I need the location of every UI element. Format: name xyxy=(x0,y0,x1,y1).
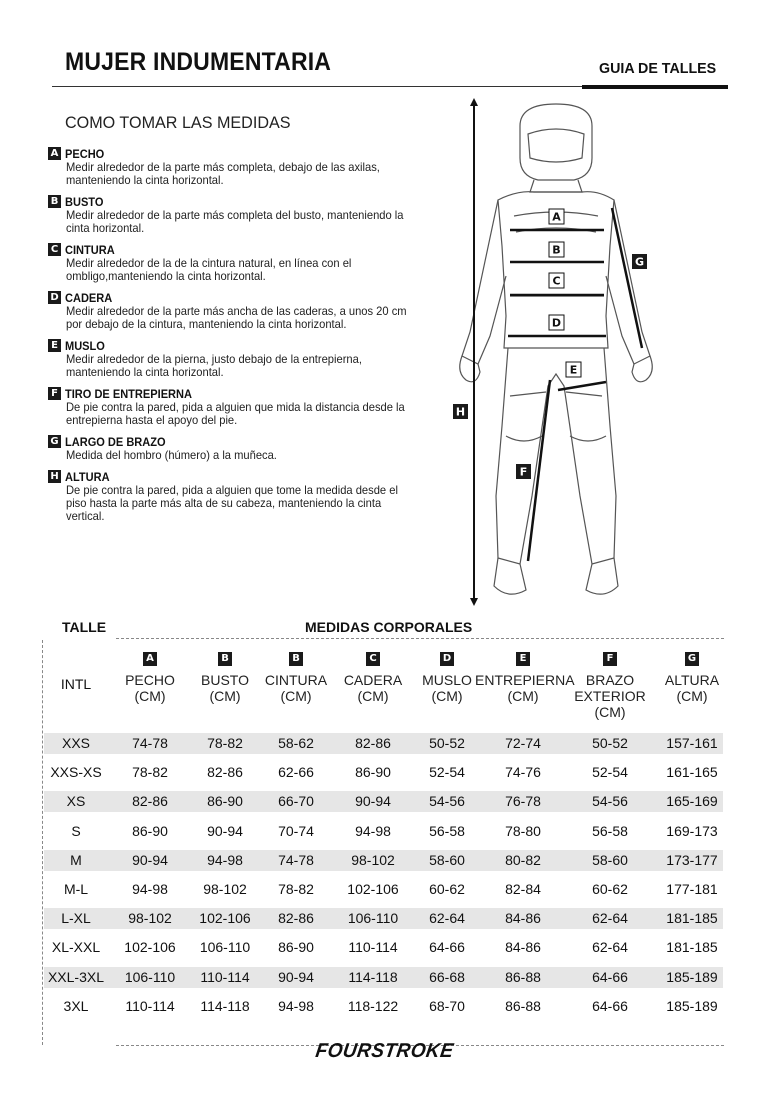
right-knee-seam xyxy=(566,392,602,396)
size-cell: L-XL xyxy=(61,910,91,926)
measure-cell: 64-66 xyxy=(592,969,628,985)
measure-cell: 185-189 xyxy=(666,969,718,985)
measure-cell: 157-161 xyxy=(666,735,718,751)
measure-cell: 84-86 xyxy=(505,910,541,926)
measure-cell: 98-102 xyxy=(351,852,395,868)
column-headers xyxy=(114,652,724,732)
line-f xyxy=(528,380,550,561)
measurement-heading xyxy=(48,194,448,209)
table-row xyxy=(44,908,723,929)
measure-cell: 86-90 xyxy=(207,793,243,809)
measure-cell: 90-94 xyxy=(355,793,391,809)
measurement-name: TIRO DE ENTREPIERNA xyxy=(65,386,192,401)
measure-cell: 62-64 xyxy=(429,910,465,926)
measurement-description-line: Medir alrededor de la pierna, justo debajo de la entrepierna, xyxy=(66,352,362,366)
measure-cell: 56-58 xyxy=(429,823,465,839)
helmet-visor xyxy=(528,129,584,162)
measurement-item xyxy=(48,469,448,523)
measure-cell: 64-66 xyxy=(429,939,465,955)
measure-cell: 90-94 xyxy=(132,852,168,868)
measurement-item xyxy=(48,434,448,462)
measure-cell: 86-88 xyxy=(505,969,541,985)
measure-cell: 118-122 xyxy=(347,998,399,1014)
measurement-heading xyxy=(48,146,448,161)
measure-cell: 50-52 xyxy=(592,735,628,751)
guide-label: GUIA DE TALLES xyxy=(599,60,717,77)
measurement-name: MUSLO xyxy=(65,338,105,353)
measure-cell: 169-173 xyxy=(666,823,718,839)
table-row xyxy=(44,850,723,871)
measure-cell: 82-86 xyxy=(278,910,314,926)
fig-label-b: B xyxy=(552,243,561,257)
column-header-line: (CM) xyxy=(357,688,389,704)
measure-cell: 74-76 xyxy=(505,764,541,780)
measurement-heading xyxy=(48,242,448,257)
measurement-letter-badge: G xyxy=(48,435,61,448)
left-knee-seam xyxy=(510,392,546,396)
measure-cell: 94-98 xyxy=(207,852,243,868)
measurement-description-line: Medir alrededor de la parte más completa del busto, manteniendo la xyxy=(66,208,404,222)
measurement-letter-badge: H xyxy=(48,470,61,483)
table-row xyxy=(44,967,723,988)
measurement-description-line: por debajo de la cintura, manteniendo la cinta horizontal. xyxy=(66,317,347,331)
measure-cell: 106-110 xyxy=(199,939,251,955)
measure-cell: 82-86 xyxy=(132,793,168,809)
measurement-description xyxy=(66,401,438,427)
table-row xyxy=(44,791,723,812)
measure-cell: 173-177 xyxy=(666,852,718,868)
measure-cell: 56-58 xyxy=(592,823,628,839)
measure-cell: 62-64 xyxy=(592,910,628,926)
column-header xyxy=(644,652,740,704)
table-row xyxy=(44,996,723,1017)
brand-logo: FOURSTROKE xyxy=(314,1040,455,1062)
line-e xyxy=(558,382,606,390)
measure-cell: 78-80 xyxy=(505,823,541,839)
measurement-name: ALTURA xyxy=(65,469,110,484)
measure-cell: 181-185 xyxy=(666,910,718,926)
column-header-line: CADERA xyxy=(343,672,403,688)
height-arrow-bottom xyxy=(470,598,478,606)
right-knee-pad xyxy=(570,436,606,441)
measure-cell: 66-68 xyxy=(429,969,465,985)
fig-label-f: F xyxy=(519,465,528,479)
fig-label-h: H xyxy=(455,405,466,419)
table-row xyxy=(44,733,723,754)
figure-svg xyxy=(448,96,658,611)
fig-label-c: C xyxy=(552,274,561,288)
measurement-description xyxy=(66,449,438,462)
measurement-description-line: entrepierna hasta el apoyo del pie. xyxy=(66,413,238,427)
fig-label-a: A xyxy=(552,210,561,224)
howto-title: COMO TOMAR LAS MEDIDAS xyxy=(65,113,291,132)
column-header-line: (CM) xyxy=(507,688,539,704)
measurement-description-line: Medir alrededor de la de la cintura natural, en línea con el xyxy=(66,256,352,270)
measurement-description xyxy=(66,161,438,187)
measure-cell: 66-70 xyxy=(278,793,314,809)
measure-cell: 185-189 xyxy=(666,998,718,1014)
measurement-item xyxy=(48,194,448,235)
measure-cell: 72-74 xyxy=(505,735,541,751)
measure-cell: 94-98 xyxy=(355,823,391,839)
medidas-heading: MEDIDAS CORPORALES xyxy=(305,619,473,635)
measurement-heading xyxy=(48,469,448,484)
line-g xyxy=(612,208,645,348)
size-cell: S xyxy=(71,823,81,839)
size-cell: XXS-XS xyxy=(50,764,102,780)
column-letter-badge: E xyxy=(516,652,530,666)
measure-cell: 50-52 xyxy=(429,735,465,751)
measurement-description-line: manteniendo la cinta horizontal. xyxy=(66,173,224,187)
measurement-letter-badge: D xyxy=(48,291,61,304)
measure-cell: 114-118 xyxy=(348,969,398,985)
measure-cell: 78-82 xyxy=(132,764,168,780)
right-boot xyxy=(586,558,618,594)
measure-cell: 82-86 xyxy=(355,735,391,751)
measure-cell: 98-102 xyxy=(203,881,247,897)
column-letter-badge: D xyxy=(440,652,454,666)
measure-cell: 62-66 xyxy=(278,764,314,780)
column-header-line: (CM) xyxy=(134,688,166,704)
measurement-name: BUSTO xyxy=(65,194,104,209)
measure-cell: 52-54 xyxy=(429,764,465,780)
measure-cell: 84-86 xyxy=(505,939,541,955)
column-letter-badge: B xyxy=(218,652,232,666)
measurement-name: CINTURA xyxy=(65,242,115,257)
measure-cell: 82-86 xyxy=(207,764,243,780)
size-cell: XS xyxy=(66,793,86,809)
measure-cell: 110-114 xyxy=(200,969,250,985)
column-header-line: CINTURA xyxy=(264,672,328,688)
column-header-line: ENTREPIERNA xyxy=(475,672,575,688)
column-header-line: ALTURA xyxy=(664,672,720,688)
measure-cell: 90-94 xyxy=(278,969,314,985)
measure-cell: 78-82 xyxy=(278,881,314,897)
measurement-list xyxy=(48,146,448,530)
measure-cell: 110-114 xyxy=(125,998,175,1014)
measurement-description-line: De pie contra la pared, pida a alguien que tome la medida desde el xyxy=(66,483,398,497)
measurement-name: PECHO xyxy=(65,146,105,161)
measure-cell: 102-106 xyxy=(347,881,399,897)
measure-cell: 70-74 xyxy=(278,823,314,839)
column-header-line: BUSTO xyxy=(201,672,249,688)
measure-cell: 68-70 xyxy=(429,998,465,1014)
measure-cell: 86-88 xyxy=(505,998,541,1014)
measurement-description-line: Medida del hombro (húmero) a la muñeca. xyxy=(66,448,277,462)
measurement-description-line: Medir alrededor de la parte más ancha de las caderas, a unos 20 cm xyxy=(66,304,407,318)
left-boot xyxy=(494,558,526,594)
column-header-line: PECHO xyxy=(125,672,175,688)
measure-cell: 52-54 xyxy=(592,764,628,780)
helmet-outline xyxy=(520,104,592,180)
measure-cell: 80-82 xyxy=(505,852,541,868)
measurement-item xyxy=(48,242,448,283)
measure-cell: 54-56 xyxy=(592,793,628,809)
measure-cell: 86-90 xyxy=(132,823,168,839)
measure-cell: 74-78 xyxy=(132,735,168,751)
measurement-letter-badge: A xyxy=(48,147,61,160)
column-header-line: (CM) xyxy=(431,688,463,704)
column-header-line: (CM) xyxy=(676,688,708,704)
measure-cell: 60-62 xyxy=(592,881,628,897)
measurement-name: LARGO DE BRAZO xyxy=(65,434,166,449)
measure-cell: 90-94 xyxy=(207,823,243,839)
measure-cell: 161-165 xyxy=(666,764,718,780)
column-letter-badge: C xyxy=(366,652,380,666)
size-cell: XXL-3XL xyxy=(47,969,105,985)
size-cell: XXS xyxy=(61,735,90,751)
left-knee-pad xyxy=(506,436,542,441)
measurement-description-line: ombligo,manteniendo la cinta horizontal. xyxy=(66,269,266,283)
measurement-item xyxy=(48,338,448,379)
body-measurement-figure xyxy=(448,96,658,611)
fig-label-g: G xyxy=(634,255,645,269)
measure-cell: 58-60 xyxy=(429,852,465,868)
measurement-description xyxy=(66,353,438,379)
header-accent-bar xyxy=(582,85,728,89)
measurement-description-line: vertical. xyxy=(66,509,105,523)
column-header-line: (CM) xyxy=(209,688,241,704)
column-header xyxy=(475,652,575,704)
measurement-heading xyxy=(48,434,448,449)
size-cell: 3XL xyxy=(63,998,89,1014)
page-title: MUJER INDUMENTARIA xyxy=(65,48,332,76)
measurement-description-line: Medir alrededor de la parte más completa, debajo de las axilas, xyxy=(66,160,380,174)
size-cell: M-L xyxy=(63,881,89,897)
table-dashed-divider xyxy=(116,638,724,639)
size-cell: M xyxy=(70,852,82,868)
column-letter-badge: G xyxy=(685,652,699,666)
measure-cell: 78-82 xyxy=(207,735,243,751)
table-row xyxy=(44,821,723,842)
table-row xyxy=(44,762,723,783)
measurement-item xyxy=(48,386,448,427)
measurement-item xyxy=(48,146,448,187)
measurement-item xyxy=(48,290,448,331)
column-header-line: (CM) xyxy=(280,688,312,704)
left-arm-outline xyxy=(462,200,506,364)
measurement-letter-badge: C xyxy=(48,243,61,256)
column-header-line: EXTERIOR xyxy=(574,688,646,704)
size-cell: XL-XXL xyxy=(51,939,101,955)
measure-cell: 86-90 xyxy=(355,764,391,780)
measure-cell: 94-98 xyxy=(278,998,314,1014)
pants-outline xyxy=(496,348,616,564)
measure-cell: 60-62 xyxy=(429,881,465,897)
measurement-description xyxy=(66,305,438,331)
measure-cell: 102-106 xyxy=(199,910,251,926)
column-header-line: BRAZO xyxy=(585,672,635,688)
measure-cell: 74-78 xyxy=(278,852,314,868)
measure-cell: 165-169 xyxy=(666,793,718,809)
measure-cell: 106-110 xyxy=(347,910,399,926)
measure-cell: 102-106 xyxy=(124,939,176,955)
measure-cell: 58-62 xyxy=(278,735,314,751)
measurement-description-line: manteniendo la cinta horizontal. xyxy=(66,365,224,379)
measurement-heading xyxy=(48,386,448,401)
measure-cell: 76-78 xyxy=(505,793,541,809)
measurement-description-line: piso hasta la parte más alta de su cabeza, manteniendo la cinta xyxy=(66,496,382,510)
measure-cell: 64-66 xyxy=(592,998,628,1014)
fig-label-d: D xyxy=(551,316,562,330)
fig-label-e: E xyxy=(569,363,578,377)
measure-cell: 110-114 xyxy=(348,939,398,955)
intl-header: INTL xyxy=(60,676,92,692)
table-row xyxy=(44,937,723,958)
column-header-line: MUSLO xyxy=(422,672,472,688)
measure-cell: 86-90 xyxy=(278,939,314,955)
measure-cell: 114-118 xyxy=(200,998,250,1014)
table-row xyxy=(44,879,723,900)
measurement-letter-badge: E xyxy=(48,339,61,352)
measurement-description-line: De pie contra la pared, pida a alguien que mida la distancia desde la xyxy=(66,400,405,414)
measurement-description xyxy=(66,484,438,523)
measurement-description xyxy=(66,257,438,283)
measurement-description-line: cinta horizontal. xyxy=(66,221,145,235)
measure-cell: 94-98 xyxy=(132,881,168,897)
measure-cell: 54-56 xyxy=(429,793,465,809)
measure-cell: 58-60 xyxy=(592,852,628,868)
talle-heading: TALLE xyxy=(62,619,107,635)
height-arrow-top xyxy=(470,98,478,106)
column-letter-badge: F xyxy=(603,652,617,666)
measure-cell: 82-84 xyxy=(505,881,541,897)
measurement-name: CADERA xyxy=(65,290,113,305)
measure-cell: 98-102 xyxy=(128,910,172,926)
measurement-letter-badge: F xyxy=(48,387,61,400)
column-letter-badge: A xyxy=(143,652,157,666)
measure-cell: 177-181 xyxy=(666,881,718,897)
collar-outline xyxy=(530,180,582,192)
measurement-description xyxy=(66,209,438,235)
measurement-heading xyxy=(48,290,448,305)
measure-cell: 106-110 xyxy=(124,969,176,985)
column-header-line: (CM) xyxy=(594,704,626,720)
measure-cell: 62-64 xyxy=(592,939,628,955)
column-letter-badge: B xyxy=(289,652,303,666)
measurement-letter-badge: B xyxy=(48,195,61,208)
measure-cell: 181-185 xyxy=(666,939,718,955)
measurement-heading xyxy=(48,338,448,353)
